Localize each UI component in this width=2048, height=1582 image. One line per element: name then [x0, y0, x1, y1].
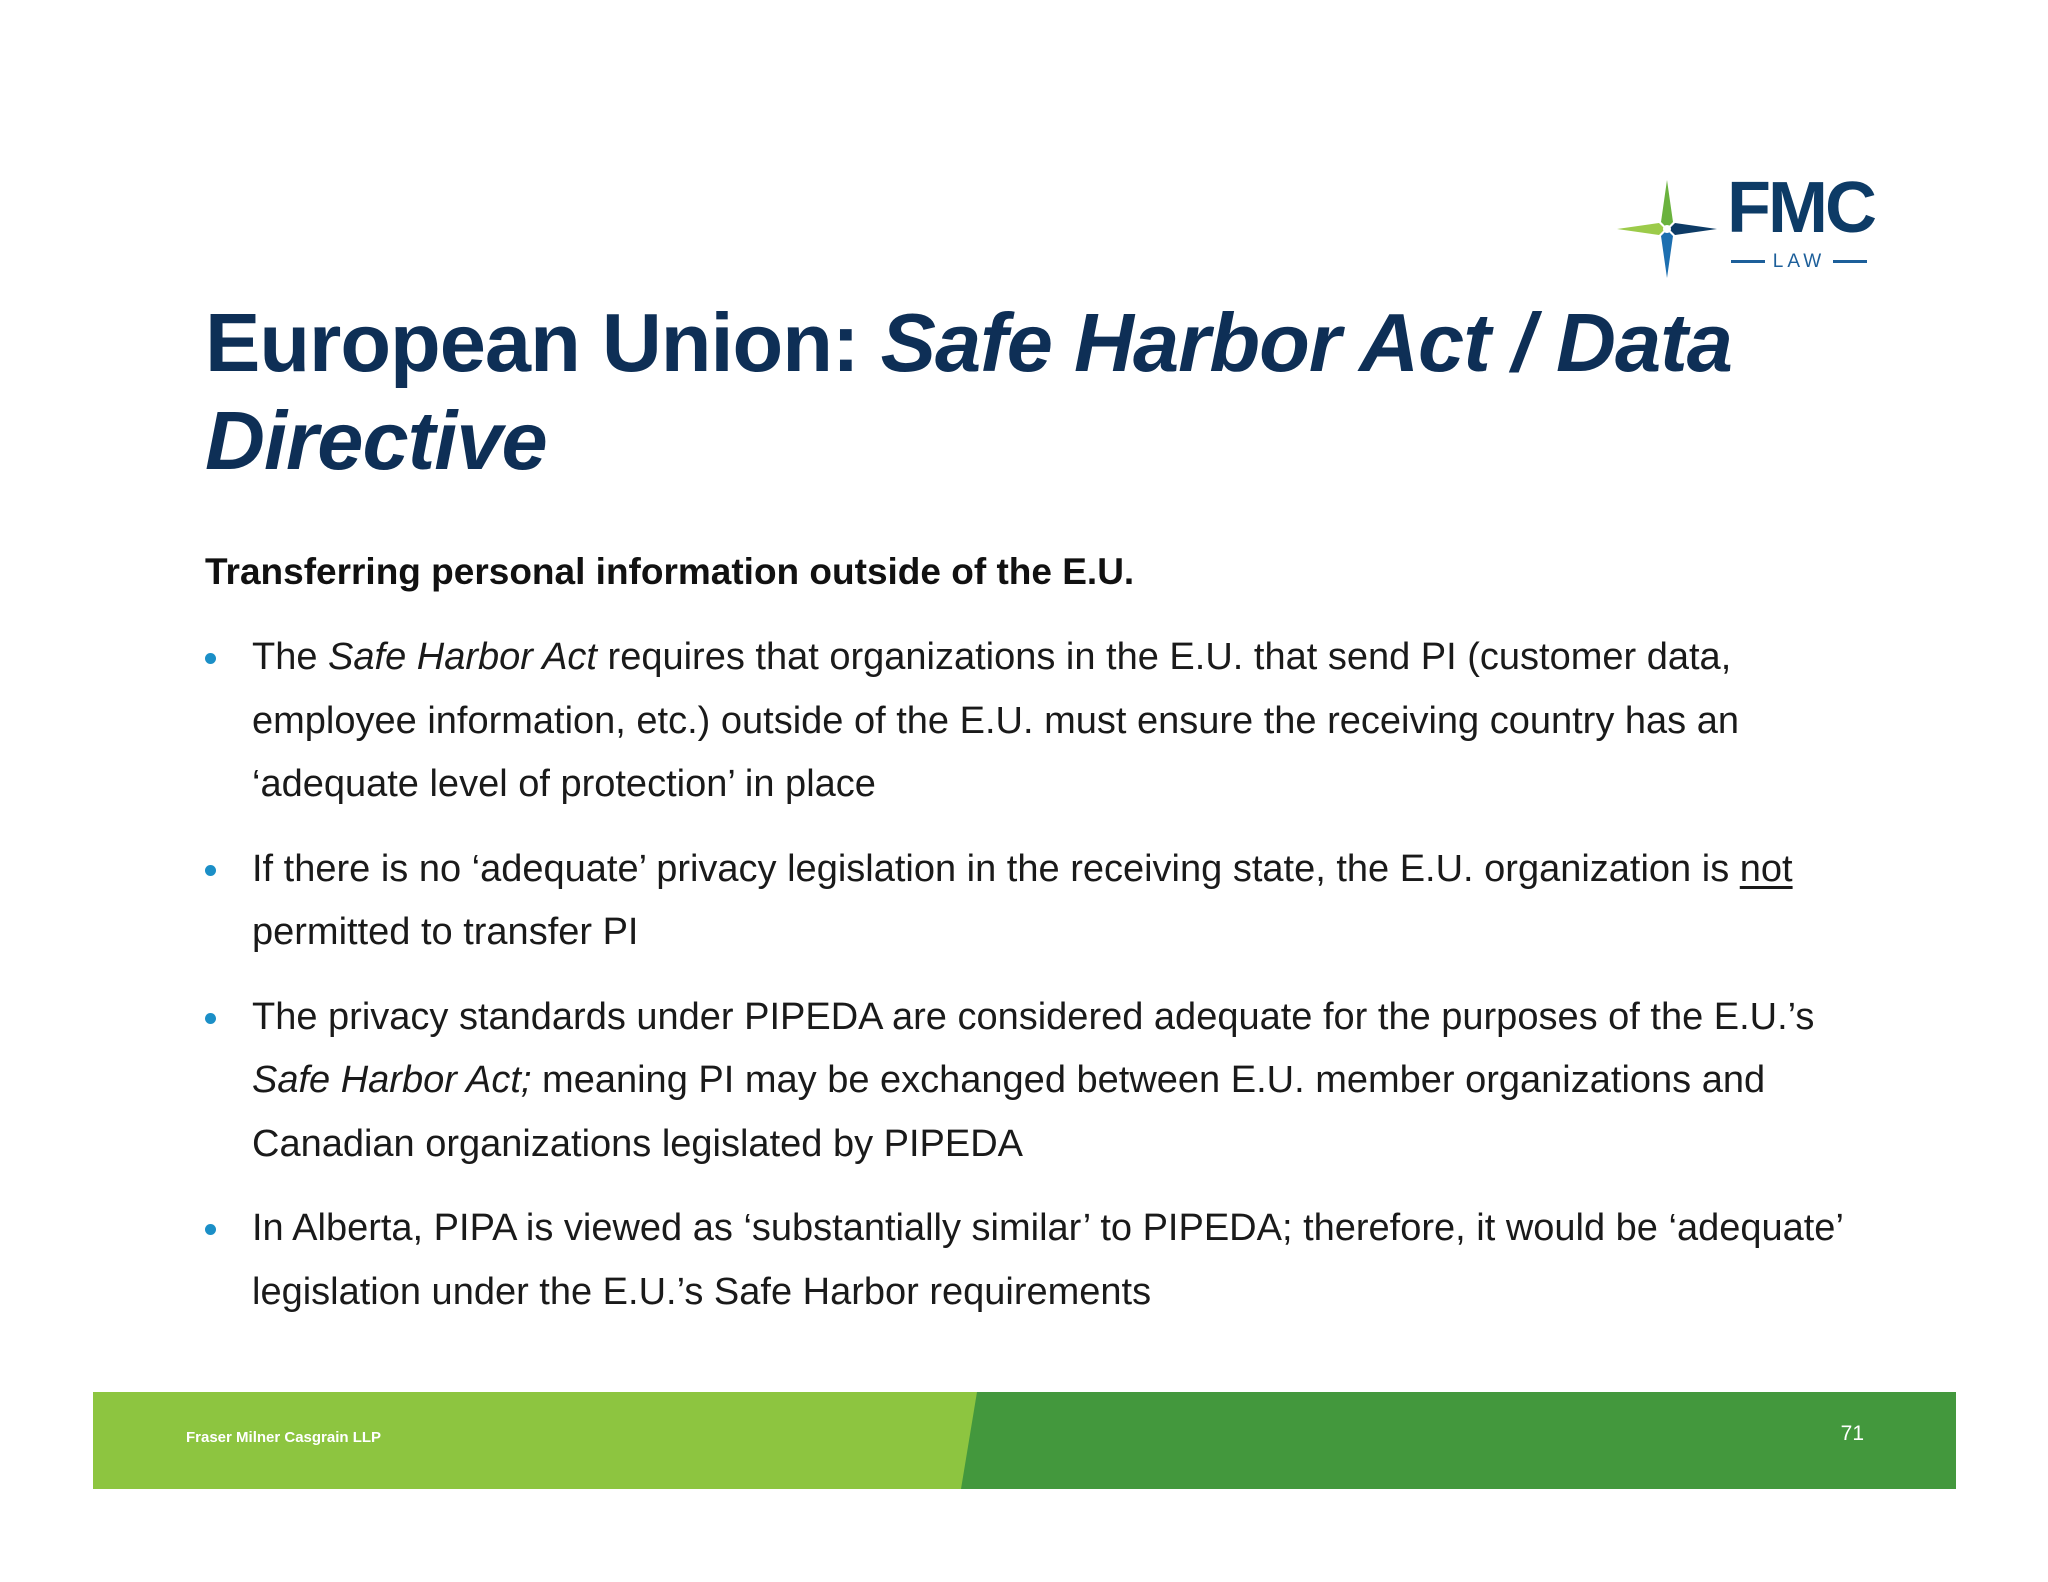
bullet-item — [205, 1197, 1865, 1324]
bullet-item — [205, 626, 1865, 817]
bullet-text: meaning PI may be exchanged between E.U. member organizations and Canadian organizations legislated by PIPEDA — [252, 1059, 1766, 1165]
fmc-law-logo — [1615, 168, 1875, 280]
footer-firm-name: Fraser Milner Casgrain LLP — [186, 1429, 382, 1446]
logo-law-row — [1731, 248, 1867, 274]
bullet-italic-text: Safe Harbor Act; — [252, 1059, 532, 1101]
compass-star-icon — [1615, 178, 1719, 280]
bullet-dot-icon — [205, 1224, 216, 1235]
bullet-item — [205, 986, 1865, 1177]
bullet-italic-text: Safe Harbor Act — [328, 636, 597, 678]
bullet-item — [205, 838, 1865, 965]
bullet-list — [205, 626, 1865, 1345]
section-subheading: Transferring personal information outside of the E.U. — [205, 551, 1135, 592]
footer-bar — [93, 1392, 1956, 1489]
bullet-text: In Alberta, PIPA is viewed as ‘substantially similar’ to PIPEDA; therefore, it would be ‘adequate’ legislation under the E.U.’s Safe Harbor requirements — [252, 1207, 1843, 1313]
page-number: 71 — [1840, 1422, 1864, 1445]
bullet-dot-icon — [205, 1013, 216, 1024]
bullet-text: The privacy standards under PIPEDA are considered adequate for the purposes of the E.U.’s — [252, 995, 1815, 1038]
bullet-underlined-text: not — [1739, 847, 1793, 890]
logo-rule-right — [1833, 260, 1867, 263]
bullet-text: If there is no ‘adequate’ privacy legislation in the receiving state, the E.U. organization is — [252, 847, 1740, 890]
bullet-text: permitted to transfer PI — [252, 911, 639, 953]
bullet-dot-icon — [205, 653, 216, 664]
logo-rule-left — [1731, 260, 1765, 263]
logo-subtext: LAW — [1772, 250, 1826, 272]
bullet-dot-icon — [205, 865, 216, 876]
title-italic: Safe Harbor Act / Data Directive — [205, 296, 1732, 487]
title-plain: European Union: — [205, 296, 881, 389]
bullet-text: The — [252, 636, 329, 678]
logo-wordmark: FMC — [1727, 168, 1874, 248]
slide-title — [205, 294, 1905, 490]
bullet-text: requires that organizations in the E.U. that send PI (customer data, employee information, etc.) outside of the E.U. must ensure the receiving country has an ‘adequate level of protection’ in place — [252, 636, 1739, 805]
